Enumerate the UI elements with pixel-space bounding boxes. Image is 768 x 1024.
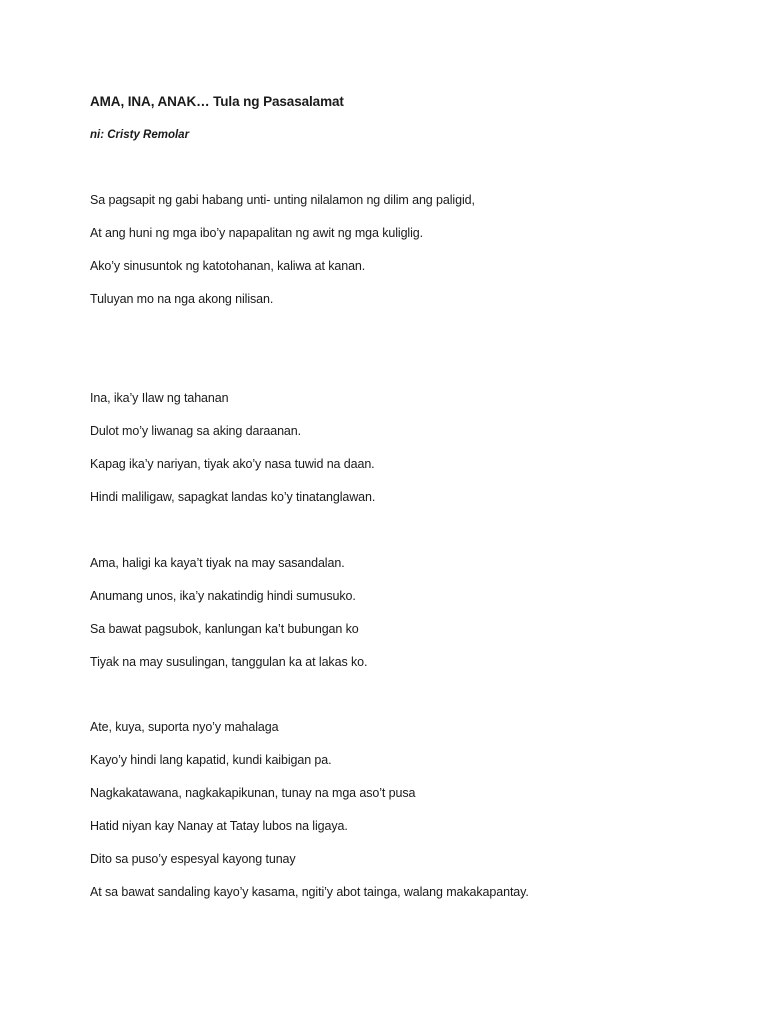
poem-line: Dito sa puso’y espesyal kayong tunay <box>90 852 296 866</box>
poem-line: Hindi maliligaw, sapagkat landas ko’y tinatanglawan. <box>90 490 376 504</box>
poem-line: Ate, kuya, suporta nyo’y mahalaga <box>90 720 279 734</box>
poem-line: Ina, ika’y Ilaw ng tahanan <box>90 391 229 405</box>
poem-line: Dulot mo’y liwanag sa aking daraanan. <box>90 424 302 438</box>
poem-line: Tuluyan mo na nga akong nilisan. <box>90 292 274 306</box>
poem-title: AMA, INA, ANAK… Tula ng Pasasalamat <box>90 94 344 109</box>
poem-line: Kapag ika’y nariyan, tiyak ako’y nasa tuwid na daan. <box>90 457 375 471</box>
poem-author: ni: Cristy Remolar <box>90 129 190 141</box>
poem-line: At sa bawat sandaling kayo’y kasama, ngiti’y abot tainga, walang makakapantay. <box>90 885 529 899</box>
poem-line: Nagkakatawana, nagkakapikunan, tunay na mga aso’t pusa <box>90 786 416 800</box>
poem-line: Hatid niyan kay Nanay at Tatay lubos na ligaya. <box>90 819 348 833</box>
poem-line: Ako’y sinusuntok ng katotohanan, kaliwa at kanan. <box>90 259 366 273</box>
poem-line: Tiyak na may susulingan, tanggulan ka at lakas ko. <box>90 655 368 669</box>
poem-line: Anumang unos, ika’y nakatindig hindi sumusuko. <box>90 589 356 603</box>
poem-line: Ama, haligi ka kaya’t tiyak na may sasandalan. <box>90 556 345 570</box>
poem-line: At ang huni ng mga ibo’y napapalitan ng awit ng mga kuliglig. <box>90 226 424 240</box>
poem-line: Sa pagsapit ng gabi habang unti- unting nilalamon ng dilim ang paligid, <box>90 193 475 207</box>
poem-line: Sa bawat pagsubok, kanlungan ka’t bubungan ko <box>90 622 359 636</box>
poem-line: Kayo’y hindi lang kapatid, kundi kaibigan pa. <box>90 753 332 767</box>
